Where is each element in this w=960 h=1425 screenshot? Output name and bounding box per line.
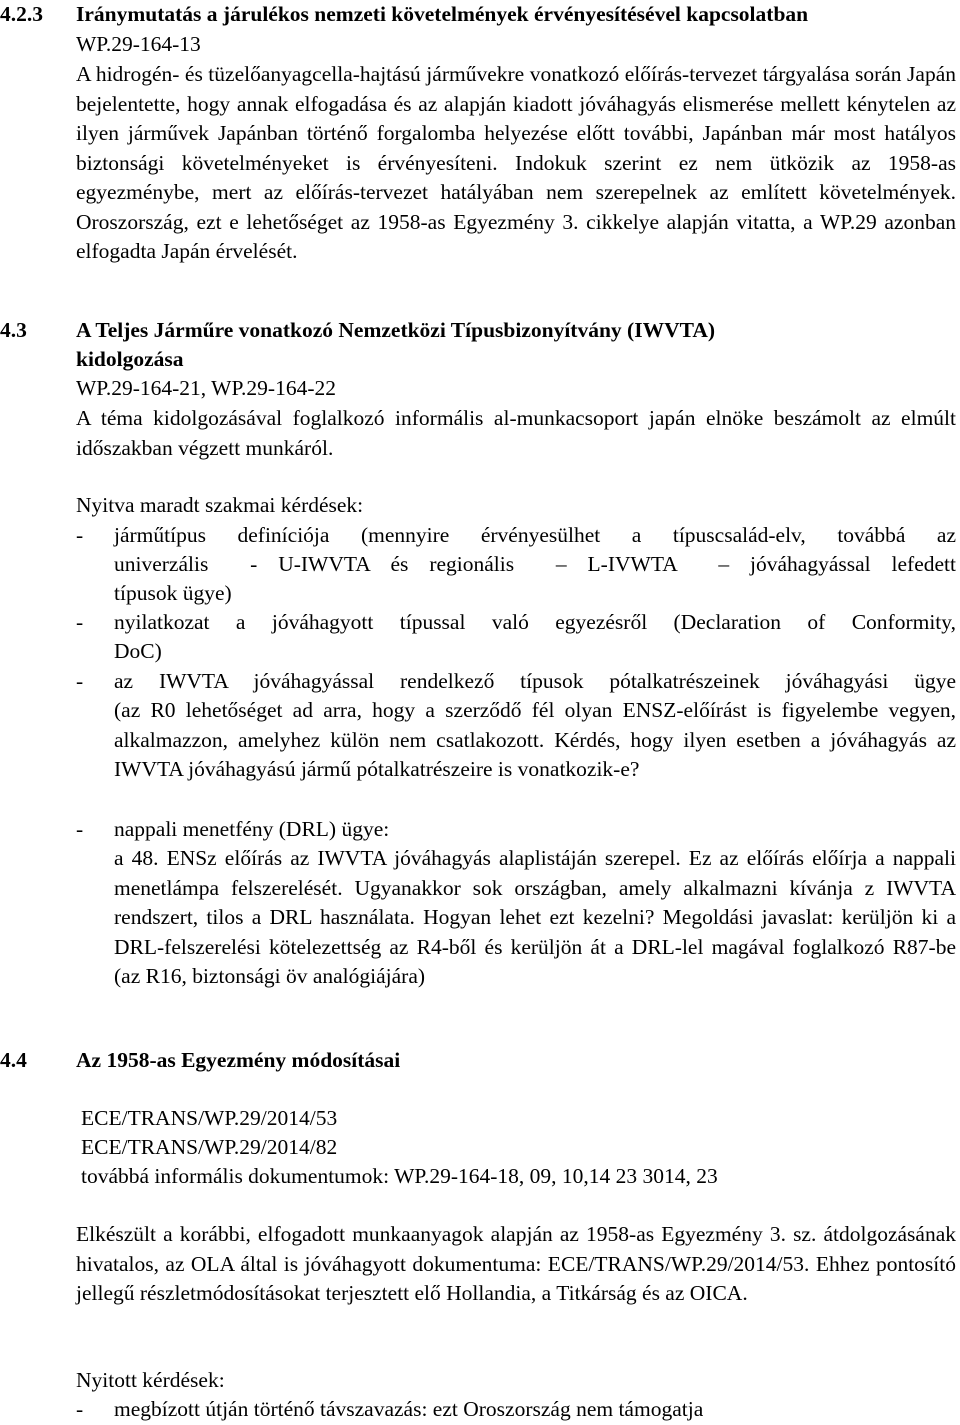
open-questions-label: Nyitott kérdések: — [76, 1368, 225, 1392]
document-reference: ECE/TRANS/WP.29/2014/53 — [81, 1106, 338, 1130]
list-dash: - — [76, 523, 84, 547]
list-item-line: nappali menetfény (DRL) ügye: — [114, 817, 390, 841]
list-dash: - — [76, 669, 84, 693]
list-dash: - — [76, 1397, 84, 1421]
body-paragraph: Elkészült a korábbi, elfogadott munkaanyagok alapján az 1958-as Egyezmény 3. sz. átdolgozásának hivatalos, az OLA által is jóváhagyott dokumentuma: ECE/TRANS/WP.29/2014/53. Ehhez pontosító jellegű részletmódosításokat terjesztett elő Hollandia, a Titkárság és az OICA. — [76, 1222, 956, 1305]
list-dash: - — [76, 817, 84, 841]
list-item-line: univerzális - U-IWVTA és regionális – L-IVWTA – jóváhagyással lefedett — [114, 552, 956, 576]
list-item-line: DoC) — [114, 639, 162, 663]
reference-code: WP.29-164-13 — [76, 32, 201, 56]
section-number: 4.4 — [0, 1048, 27, 1072]
body-paragraph: A téma kidolgozásával foglalkozó informális al-munkacsoport japán elnöke beszámolt az elmúlt időszakban végzett munkáról. — [76, 406, 956, 460]
list-item-continuation: (az R0 lehetőséget ad arra, hogy a szerződő fél olyan ENSZ-előírást is figyelembe vegyen, alkalmazzon, amelyhez külön nem csatlakozott. Kérdés, hogy ilyen esetben a jóváhagyás az IWVTA jóváhagyású jármű pótalkatrészeire is vonatkozik-e? — [114, 698, 956, 781]
section-number: 4.3 — [0, 318, 27, 342]
list-item-line: típusok ügye) — [114, 581, 232, 605]
list-item-line: járműtípus definíciója (mennyire érvényesülhet a típuscsalád-elv, továbbá az — [114, 523, 956, 547]
section-title: Iránymutatás a járulékos nemzeti követelmények érvényesítésével kapcsolatban — [76, 2, 809, 26]
list-item-continuation: a 48. ENSz előírás az IWVTA jóváhagyás alaplistáján szerepel. Ez az előírás előírja a nappali menetlámpa felszerelését. Ugyanakkor sok országban, amely alkalmazni kívánja z IWVTA rendszert, tilos a DRL használata. Hogyan lehet ezt kezelni? Megoldási javaslat: kerüljön ki a DRL-felszerelési kötelezettség az R4-ből és kerüljön át a DRL-lel magával foglalkozó R87-be (az R16, biztonsági öv analógiájára) — [114, 846, 956, 988]
list-item-line: nyilatkozat a jóváhagyott típussal való egyezésről (Declaration of Conformity, — [114, 610, 956, 634]
reference-code: WP.29-164-21, WP.29-164-22 — [76, 376, 336, 400]
document-reference: továbbá informális dokumentumok: WP.29-164-18, 09, 10,14 23 3014, 23 — [81, 1164, 718, 1188]
section-title: Az 1958-as Egyezmény módosításai — [76, 1048, 401, 1072]
list-item-line: az IWVTA jóváhagyással rendelkező típusok pótalkatrészeinek jóváhagyási ügye — [114, 669, 956, 693]
document-reference: ECE/TRANS/WP.29/2014/82 — [81, 1135, 338, 1159]
list-item-line: megbízott útján történő távszavazás: ezt Oroszország nem támogatja — [114, 1397, 704, 1421]
list-dash: - — [76, 610, 84, 634]
section-title-line1: A Teljes Járműre vonatkozó Nemzetközi Típusbizonyítvány (IWVTA) — [76, 318, 716, 342]
section-title-line2: kidolgozása — [76, 347, 184, 371]
body-paragraph: A hidrogén- és tüzelőanyagcella-hajtású járművekre vonatkozó előírás-tervezet tárgyalása során Japán bejelentette, hogy annak elfogadása és az alapján kiadott jóváhagyás elismerése mellett kénytelen az ilyen járművek Japánban történő forgalomba helyezése előtt további, Japánban már most hatályos biztonsági követelményeket is érvényesíteni. Indokuk szerint ez nem ütközik az 1958-as egyezménybe, mert az előírás-tervezet hatályában nem szerepelnek az említett követelmények. Oroszország, ezt e lehetőséget az 1958-as Egyezmény 3. cikkelye alapján vitatta, a WP.29 azonban elfogadta Japán érvelését. — [76, 62, 956, 263]
open-questions-label: Nyitva maradt szakmai kérdések: — [76, 493, 364, 517]
section-number: 4.2.3 — [0, 2, 43, 26]
